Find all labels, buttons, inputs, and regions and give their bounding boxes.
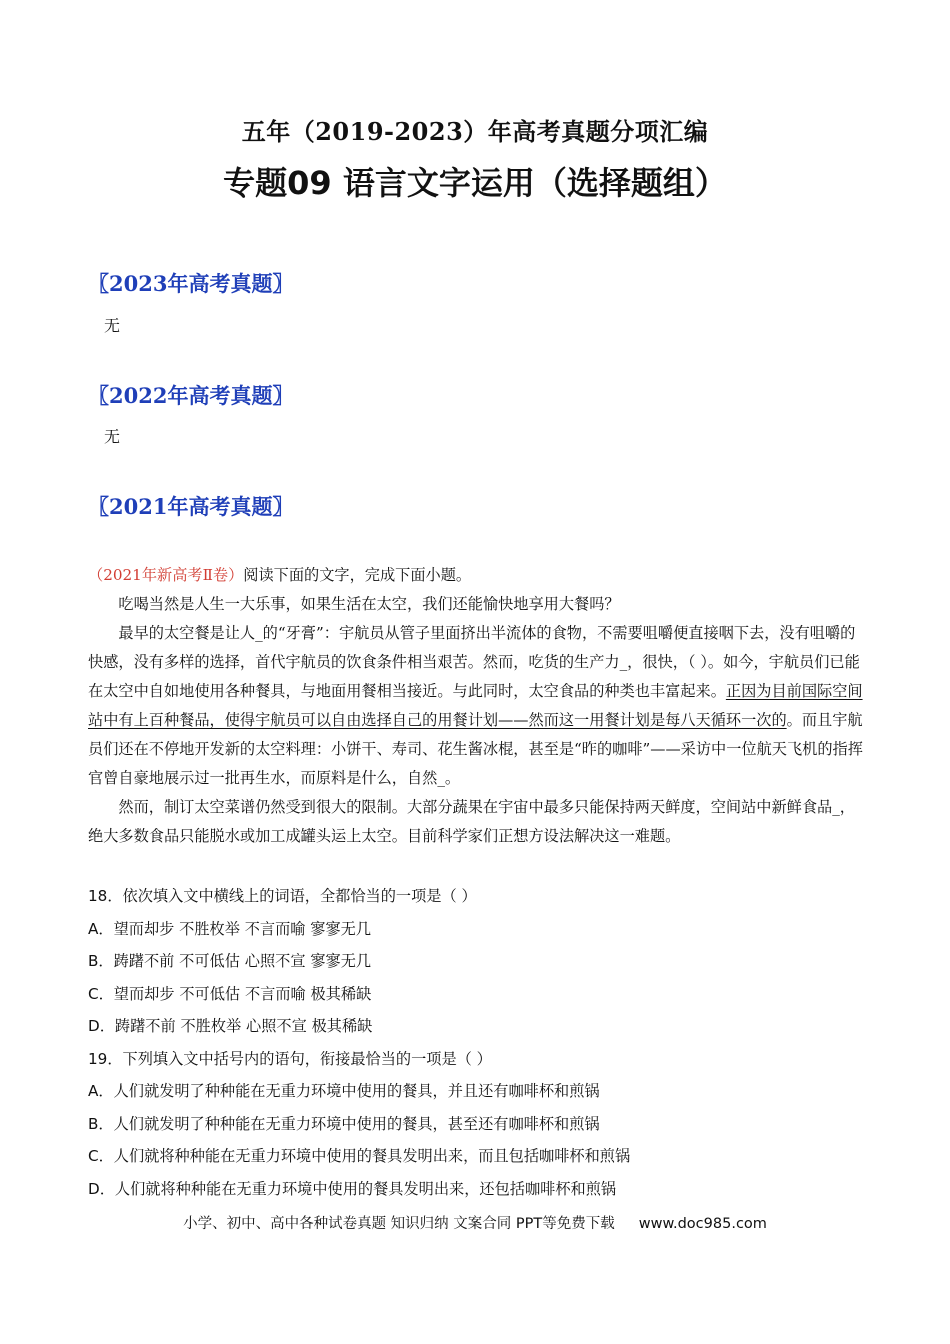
passage-intro: [88, 561, 870, 590]
section-heading-2023: 〖2023年高考真题〗: [88, 271, 294, 296]
passage-paragraph-2: 最早的太空餐是让人_的“牙膏”：宇航员从管子里面挤出半流体的食物，不需要咀嚼便直接咽下去，没有咀嚼的快感，没有多样的选择，首代宇航员的饮食条件相当艰苦。然而，吃货的生产力_，很快，（ ）。如今，宇航员们已能在太空中自如地使用各种餐具，与地面用餐相当接近。与此同时，太空食品的种类也丰富起来。正因为目前国际空间站中有上百种餐品，使得宇航员可以自由选择自己的用餐计划——然而这一用餐计划是每八天循环一次的。而且宇航员们还在不停地开发新的太空料理：小饼干、寿司、花生酱冰棍，甚至是“昨的咖啡”——采访中一位航天飞机的指挥官曾自豪地展示过一批再生水，而原料是什么，自然_。: [88, 624, 863, 787]
footer-text: 小学、初中、高中各种试卷真题 知识归纳 文案合同 PPT等免费下载: [183, 1216, 615, 1232]
question-list: [88, 880, 870, 1205]
page-footer: [0, 1212, 950, 1233]
question-source: （2021年新高考Ⅱ卷）: [88, 566, 244, 584]
question-19-option-c: C．人们就将种种能在无重力环境中使用的餐具发明出来，而且包括咖啡杯和煎锅: [88, 1147, 631, 1165]
passage-paragraph-1: 吃喝当然是人生一大乐事，如果生活在太空，我们还能愉快地享用大餐吗？: [118, 595, 620, 613]
question-19-option-d: D．人们就将种种能在无重力环境中使用的餐具发明出来，还包括咖啡杯和煎锅: [88, 1179, 617, 1198]
passage-paragraph-3: 然而，制订太空菜谱仍然受到很大的限制。大部分蔬果在宇宙中最多只能保持两天鲜度，空间站中新鲜食品_，绝大多数食品只能脱水或加工成罐头运上太空。目前科学家们正想方设法解决这一难题。: [88, 798, 855, 845]
question-18-option-c: C．望而却步 不可低估 不言而喻 极其稀缺: [88, 984, 372, 1003]
question-19-option-b: B．人们就发明了种种能在无重力环境中使用的餐具，甚至还有咖啡杯和煎锅: [88, 1114, 600, 1133]
section-content-2023: 无: [104, 316, 121, 335]
question-19-option-a: A．人们就发明了种种能在无重力环境中使用的餐具，并且还有咖啡杯和煎锅: [88, 1082, 600, 1100]
question-18-option-d: D．踌躇不前 不胜枚举 心照不宣 极其稀缺: [88, 1017, 373, 1035]
section-heading-2022: 〖2022年高考真题〗: [88, 383, 294, 408]
question-18-option-b: B．踌躇不前 不可低估 心照不宣 寥寥无几: [88, 952, 372, 970]
question-19-stem: 19．下列填入文中括号内的语句，衔接最恰当的一项是（ ）: [88, 1049, 492, 1068]
footer-url[interactable]: www.doc985.com: [638, 1216, 767, 1232]
document-subtitle: 五年（2019-2023）年高考真题分项汇编: [241, 117, 709, 146]
passage-instruction: 阅读下面的文字，完成下面小题。: [243, 566, 472, 584]
section-content-2022: 无: [104, 427, 121, 446]
reading-passage: [88, 561, 870, 851]
document-title: 专题09 语言文字运用（选择题组）: [223, 164, 727, 202]
underlined-sentence: 正因为目前国际空间站中有上百种餐品，使得宇航员可以自由选择自己的用餐计划——然而这一用餐计划是每八天循环一次的: [88, 682, 863, 729]
question-18-stem: 18．依次填入文中横线上的词语，全都恰当的一项是（ ）: [88, 887, 477, 905]
question-18-option-a: A．望而却步 不胜枚举 不言而喻 寥寥无几: [88, 919, 372, 938]
section-heading-2021: 〖2021年高考真题〗: [88, 494, 294, 519]
